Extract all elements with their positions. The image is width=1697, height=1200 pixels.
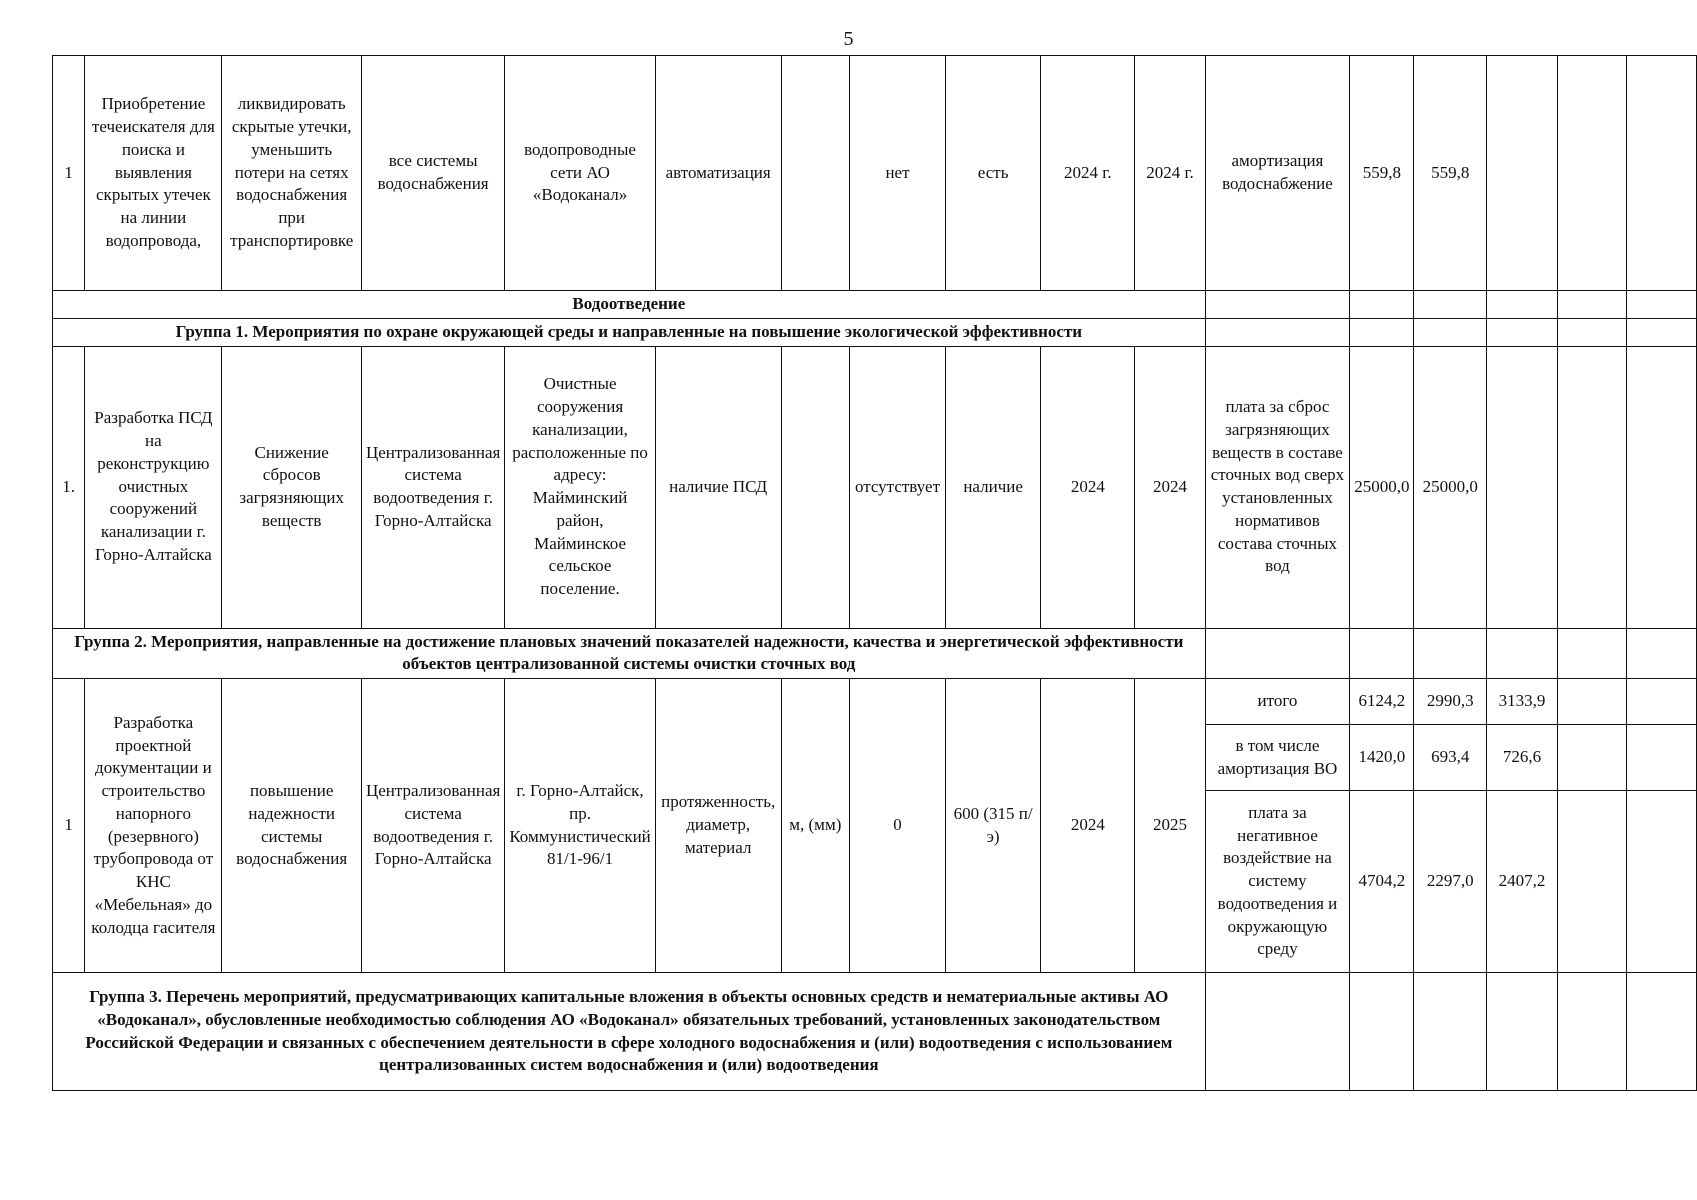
cost-total: 25000,0 xyxy=(1350,346,1414,628)
measure-goal: Снижение сбросов загрязняющих веществ xyxy=(222,346,362,628)
end-year: 2024 xyxy=(1135,346,1205,628)
measure-unit: м, (мм) xyxy=(781,679,849,973)
group2-title: Группа 2. Мероприятия, направленные на достижение плановых значений показателей надежности, качества и энергетической эффективности объектов централизованной системы очистки сточных вод xyxy=(53,628,1206,679)
group3-title: Группа 3. Перечень мероприятий, предусматривающих капитальные вложения в объекты основных средств и нематериальные активы АО «Водоканал», обусловленные необходимостью соблюдения АО «Водоканал» обязательных требований, установленных законодательством Российской Федерации и связанных с обеспечением деятельности в сфере холодного водоснабжения и (или) водоотведения с использованием централизованных систем водоснабжения и (или) водоотведения xyxy=(53,973,1206,1091)
cost-2024: 2990,3 xyxy=(1414,679,1487,725)
measure-system: Централизованная система водоотведения г. Горно-Алтайска xyxy=(361,346,504,628)
funding-source: итого xyxy=(1205,679,1350,725)
funding-source: плата за негативное воздействие на систему водоотведения и окружающую среду xyxy=(1205,791,1350,973)
cost-2025: 726,6 xyxy=(1486,725,1557,791)
group1-title: Группа 1. Мероприятия по охране окружающей среды и направленные на повышение экологической эффективности xyxy=(53,318,1206,346)
cost-2026 xyxy=(1558,346,1627,628)
value-before: 0 xyxy=(850,679,946,973)
cost-2027 xyxy=(1627,346,1697,628)
cost-2025: 2407,2 xyxy=(1486,791,1557,973)
cost-2027 xyxy=(1627,679,1697,725)
cost-2025 xyxy=(1486,56,1557,291)
funding-source: в том числе амортизация ВО xyxy=(1205,725,1350,791)
start-year: 2024 г. xyxy=(1041,56,1135,291)
end-year: 2024 г. xyxy=(1135,56,1205,291)
cost-2024: 2297,0 xyxy=(1414,791,1487,973)
cost-2024: 25000,0 xyxy=(1414,346,1487,628)
funding-source: амортизация водоснабжение xyxy=(1205,56,1350,291)
value-after: 600 (315 п/э) xyxy=(945,679,1040,973)
measure-system: Централизованная система водоотведения г. Горно-Алтайска xyxy=(361,679,504,973)
cost-2024: 559,8 xyxy=(1414,56,1487,291)
cost-2026 xyxy=(1558,791,1627,973)
measure-location: водопроводные сети АО «Водоканал» xyxy=(505,56,655,291)
page-number: 5 xyxy=(843,28,854,50)
value-after: наличие xyxy=(945,346,1040,628)
row-number: 1 xyxy=(53,679,85,973)
cost-2025 xyxy=(1486,346,1557,628)
group-heading-row xyxy=(53,973,1697,1091)
cost-2026 xyxy=(1558,725,1627,791)
cost-total: 1420,0 xyxy=(1350,725,1414,791)
group-heading-row xyxy=(53,628,1697,679)
section-heading-row xyxy=(53,291,1697,319)
group-heading-row xyxy=(53,318,1697,346)
cost-2026 xyxy=(1558,56,1627,291)
start-year: 2024 xyxy=(1041,679,1135,973)
value-before: нет xyxy=(850,56,946,291)
cost-2027 xyxy=(1627,791,1697,973)
cost-2024: 693,4 xyxy=(1414,725,1487,791)
measure-goal: повышение надежности системы водоснабжения xyxy=(222,679,362,973)
cost-2025: 3133,9 xyxy=(1486,679,1557,725)
cost-2026 xyxy=(1558,679,1627,725)
measure-unit xyxy=(781,346,849,628)
row-number: 1 xyxy=(53,56,85,291)
section-title: Водоотведение xyxy=(53,291,1206,319)
measure-name: Разработка проектной документации и строительство напорного (резервного) трубопровода от КНС «Мебельная» до колодца гасителя xyxy=(85,679,222,973)
investment-program-table xyxy=(52,55,1697,1091)
table-row xyxy=(53,679,1697,725)
value-after: есть xyxy=(945,56,1040,291)
measure-indicator: протяженность, диаметр, материал xyxy=(655,679,781,973)
table-row xyxy=(53,346,1697,628)
measure-indicator: наличие ПСД xyxy=(655,346,781,628)
value-before: отсутствует xyxy=(850,346,946,628)
measure-name: Приобретение течеискателя для поиска и выявления скрытых утечек на линии водопровода, xyxy=(85,56,222,291)
cost-total: 4704,2 xyxy=(1350,791,1414,973)
measure-location: Очистные сооружения канализации, расположенные по адресу: Майминский район, Майминское сельское поселение. xyxy=(505,346,655,628)
cost-2027 xyxy=(1627,725,1697,791)
cost-total: 6124,2 xyxy=(1350,679,1414,725)
measure-goal: ликвидировать скрытые утечки, уменьшить потери на сетях водоснабжения при транспортировке xyxy=(222,56,362,291)
measure-unit xyxy=(781,56,849,291)
funding-source: плата за сброс загрязняющих веществ в составе сточных вод сверх установленных нормативов состава сточных вод xyxy=(1205,346,1350,628)
cost-2027 xyxy=(1627,56,1697,291)
measure-name: Разработка ПСД на реконструкцию очистных сооружений канализации г. Горно-Алтайска xyxy=(85,346,222,628)
row-number: 1. xyxy=(53,346,85,628)
table-row xyxy=(53,56,1697,291)
end-year: 2025 xyxy=(1135,679,1205,973)
start-year: 2024 xyxy=(1041,346,1135,628)
cost-total: 559,8 xyxy=(1350,56,1414,291)
measure-location: г. Горно-Алтайск, пр. Коммунистический 81/1-96/1 xyxy=(505,679,655,973)
measure-indicator: автоматизация xyxy=(655,56,781,291)
measure-system: все системы водоснабжения xyxy=(361,56,504,291)
